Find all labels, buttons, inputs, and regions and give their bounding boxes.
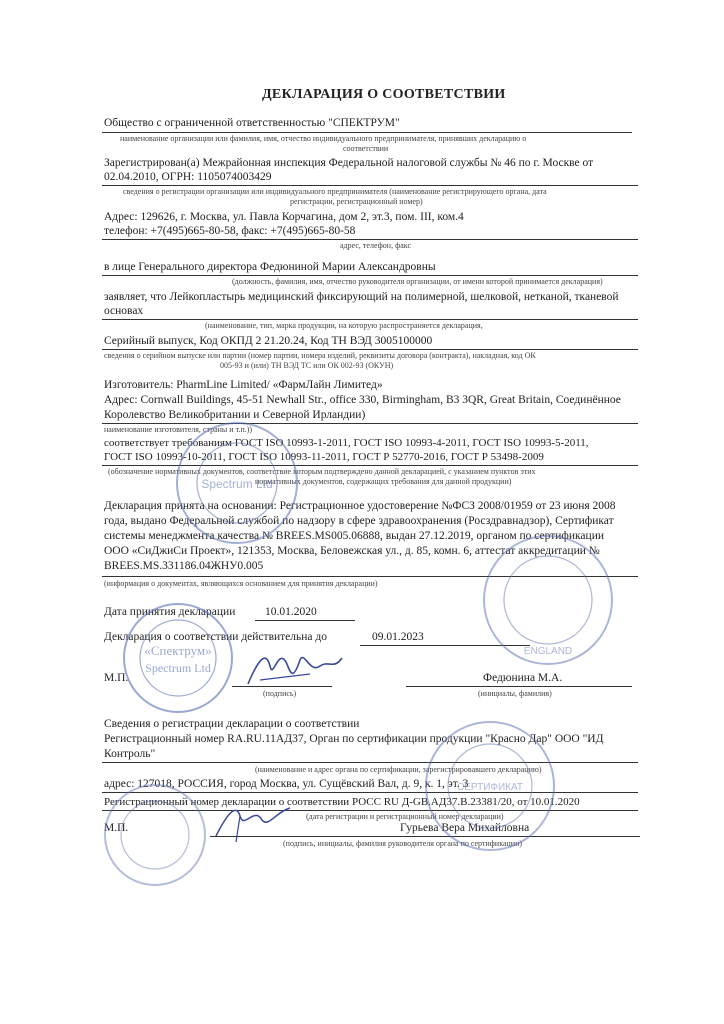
signer-name: Федюнина М.А. [483, 672, 563, 684]
registration-caption-2: регистрации, регистрационный номер) [290, 197, 423, 206]
accepted-date-value: 10.01.2020 [265, 606, 317, 618]
signer-name-rule [406, 686, 632, 687]
address-rule [102, 239, 638, 240]
product-serial: Серийный выпуск, Код ОКПД 2 21.20.24, Код ТН ВЭД 3005100000 [104, 335, 433, 347]
applicant-name-caption: наименование организации или фамилия, имя, отчество индивидуального предпринимателя, принявших декларацию о [120, 134, 527, 143]
basis-line-3: системы менеджмента качества № BREES.MS005.06888, выдан 27.12.2019, органом по сертификации [104, 530, 605, 542]
cert-head-name: Гурьева Вера Михайловна [400, 822, 530, 834]
signature-scribble [240, 640, 360, 698]
certification-round-stamp [420, 716, 560, 856]
product-caption: (наименование, тип, марка продукции, на которую распространяется декларация, [205, 321, 483, 330]
product-line-2: основах [104, 305, 144, 317]
spectrum-round-stamp-left [120, 600, 236, 716]
applicant-registration: Зарегистрирован(а) Межрайонная инспекция Федеральной налоговой службы № 46 по г. Москве от [104, 157, 594, 169]
spectrum-stamp-left-text: «Спектрум» [144, 643, 212, 658]
product-line: заявляет, что Лейкопластырь медицинский фиксирующий на полимерной, шелковой, нетканой, тканевой [104, 291, 619, 303]
basis-line: Декларация принята на основании: Регистрационное удостоверение №ФСЗ 2008/01959 от 23 июня 2008 [104, 500, 616, 512]
signature-caption: (подпись) [263, 689, 297, 698]
applicant-name-rule [102, 132, 632, 133]
page-title: ДЕКЛАРАЦИЯ О СООТВЕТСТВИИ [262, 87, 506, 102]
registration-caption: сведения о регистрации организации или индивидуального предпринимателя (наименование регистрирующего органа, дата [123, 187, 547, 196]
applicant-name: Общество с ограниченной ответственностью "СПЕКТРУМ" [104, 117, 400, 129]
serial-rule [102, 349, 638, 350]
cert-signature-scribble [210, 796, 300, 846]
standards-line: соответствует требованиям ГОСТ ISO 10993-1-2011, ГОСТ ISO 10993-4-2011, ГОСТ ISO 10993-5-2011, [104, 437, 589, 449]
declaration-reg-number: Регистрационный номер декларации о соответствии РОСС RU Д-GB.АД37.В.23381/20, от 10.01.2020 [104, 796, 580, 808]
applicant-registration-2: 02.04.2010, ОГРН: 1105074003429 [104, 171, 272, 183]
manufacturer-caption: наименование изготовителя, страны и т.п.)) [104, 425, 253, 434]
standards-caption-2: нормативных документов, содержащих требования для данной продукции) [255, 477, 512, 486]
mp-label: М.П. [104, 672, 129, 684]
certification-stamp-text: СЕРТИФИКАТ [456, 782, 524, 793]
manufacturer-address: Адрес: Cornwall Buildings, 45-51 Newhall Str., office 330, Birmingham, B3 3QR, Great Britain, Соединённое [104, 394, 621, 406]
certification-body-caption: (наименование и адрес органа по сертификации, зарегистрировавшего декларацию) [255, 765, 542, 774]
applicant-name-caption-2: соответствии [343, 144, 389, 153]
accepted-date-label: Дата принятия декларации [104, 606, 236, 618]
certification-body-2: Контроль" [104, 748, 156, 760]
product-rule [102, 319, 638, 320]
reg-number-caption: (дата регистрации и регистрационный номер декларации) [306, 812, 504, 821]
spectrum-stamp-left-text-2: Spectrum Ltd [145, 661, 211, 675]
cert-head-caption: (подпись, инициалы, фамилия руководителя органа по сертификации) [283, 839, 523, 848]
manufacturer-line: Изготовитель: PharmLine Limited/ «ФармЛайн Лимитед» [104, 379, 383, 391]
address-caption: адрес, телефон, факс [340, 241, 412, 250]
registration-heading: Сведения о регистрации декларации о соответствии [104, 718, 360, 730]
certification-body-address: адрес: 127018, РОССИЯ, город Москва, ул. Сущёвский Вал, д. 9, к. 1, эт. 3 [104, 778, 469, 790]
england-round-stamp [478, 530, 618, 670]
representative-line: в лице Генерального директора Федюниной Марии Александровны [104, 261, 436, 273]
serial-caption: сведения о серийном выпуске или партии (номер партии, номера изделий, реквизиты договора (контракта), накладная, код ОК [104, 351, 536, 360]
manufacturer-address-2: Королевство Великобритании и Северной Ирландии) [104, 409, 366, 421]
valid-until-value: 09.01.2023 [372, 631, 424, 643]
basis-line-5: BREES.MS.331186.04ЖНУ0.005 [104, 560, 264, 572]
valid-until-label: Декларация о соответствии действительна до [104, 631, 327, 643]
standards-caption: (обозначение нормативных документов, соответствие которым подтверждено данной декларацией, с указанием пунктов этих [108, 467, 536, 476]
representative-rule [102, 275, 638, 276]
standards-line-2: ГОСТ ISO 10993-10-2011, ГОСТ ISO 10993-11-2011, ГОСТ Р 52770-2016, ГОСТ Р 53498-2009 [104, 451, 544, 463]
certification-body: Регистрационный номер RA.RU.11АД37, Орган по сертификации продукции "Красно Дар" ООО "ИД [104, 733, 604, 745]
basis-line-4: ООО «СиДжиСи Проект», 121353, Москва, Беловежская ул., д. 85, комн. 6, аттестат аккредитации № [104, 545, 600, 557]
applicant-address: Адрес: 129626, г. Москва, ул. Павла Корчагина, дом 2, эт.3, пом. III, ком.4 [104, 211, 464, 223]
signer-name-caption: (инициалы, фамилия) [478, 689, 552, 698]
registration-rule [102, 185, 638, 186]
accepted-date-rule [255, 620, 355, 621]
basis-line-2: года, выдано Федеральной службой по надзору в сфере здравоохранения (Росздравнадзор), Сертификат [104, 515, 614, 527]
cert-mp-label: М.П. [104, 822, 129, 834]
bottom-left-round-stamp [100, 780, 210, 890]
representative-caption: (должность, фамилия, имя, отчество руководителя организации, от имени которой принимается декларация) [232, 277, 603, 286]
applicant-phone: телефон: +7(495)665-80-58, факс: +7(495)665-80-58 [104, 225, 356, 237]
spectrum-round-stamp-center [172, 418, 302, 548]
basis-caption: (информация о документах, являющихся основанием для принятия декларации) [104, 579, 378, 588]
england-stamp-text: ENGLAND [523, 646, 573, 657]
spectrum-stamp-center-text: Spectrum Ltd [201, 477, 273, 491]
serial-caption-2: 005-93 и (или) ТН ВЭД ТС или ОК 002-93 (ОКУН) [220, 361, 394, 370]
